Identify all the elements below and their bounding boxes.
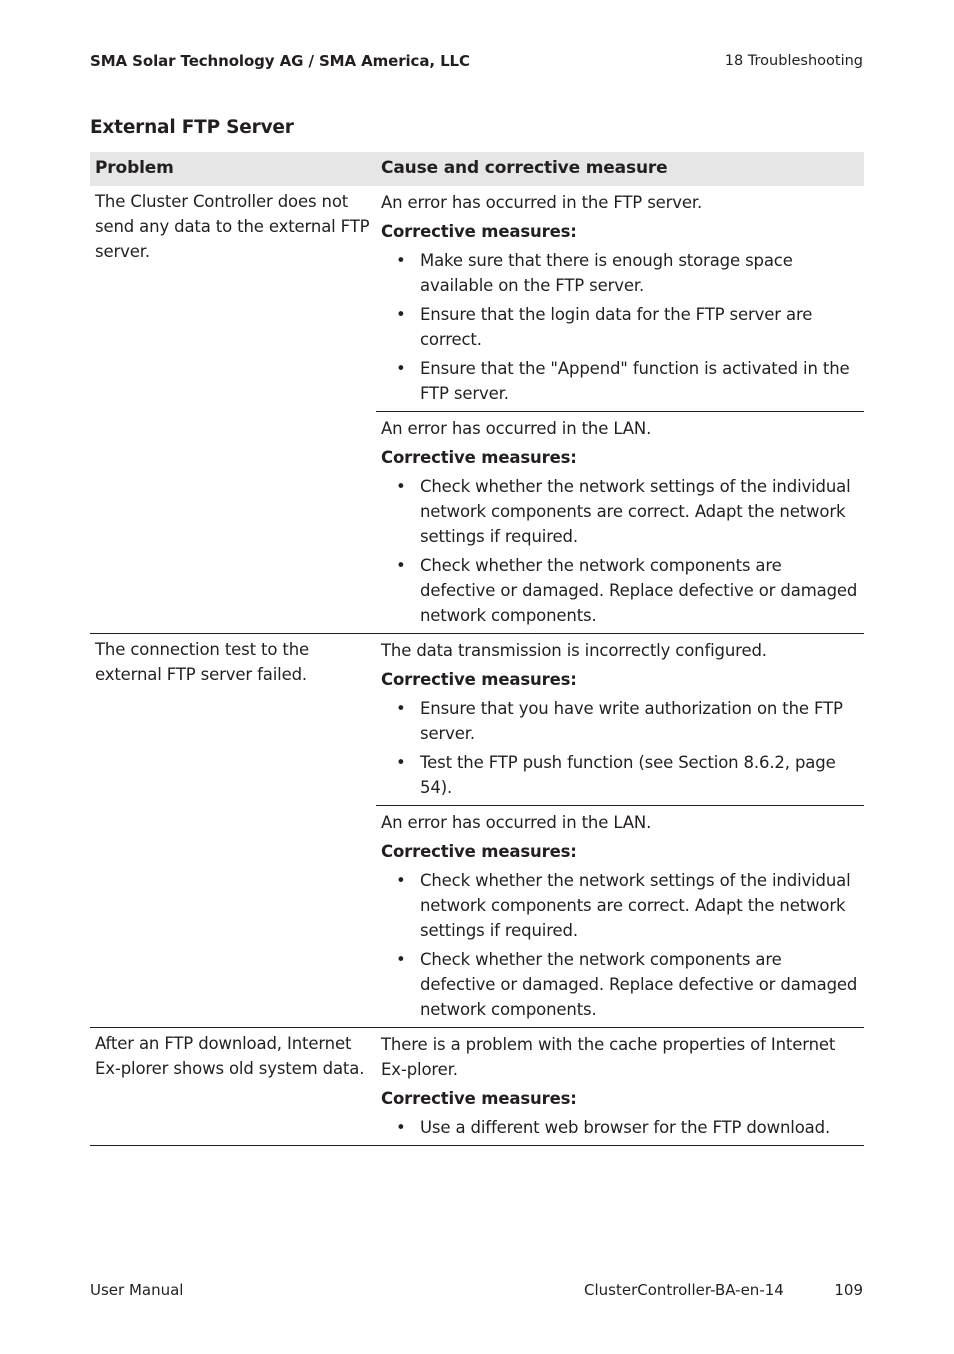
measure-text: Ensure that the "Append" function is activated in the FTP server. [420,359,850,403]
measure-text: Make sure that there is enough storage space available on the FTP server. [420,251,793,295]
cause-cell [376,186,864,411]
corrective-measures-label: Corrective measures: [381,448,577,467]
cause-cell [376,411,864,633]
measure-text: Ensure that the login data for the FTP server are correct. [420,305,813,349]
measure-text: Check whether the network components are defective or damaged. Replace defective or damaged network components. [420,950,858,1019]
cause-cell [376,1028,864,1145]
cause-column [376,1028,864,1145]
page-number: 109 [834,1281,863,1299]
measure-item [381,248,860,298]
measure-item [381,696,860,746]
bullet-icon: • [396,251,406,270]
measures-list [381,248,860,406]
cause-text: The data transmission is incorrectly configured. [381,641,767,660]
measure-item [381,868,860,943]
measure-text: Check whether the network components are defective or damaged. Replace defective or damaged network components. [420,556,858,625]
corrective-measures-label: Corrective measures: [381,842,577,861]
corrective-measures-label: Corrective measures: [381,1089,577,1108]
cause-text: An error has occurred in the LAN. [381,813,652,832]
measures-list [381,696,860,800]
measure-item [381,553,860,628]
bullet-icon: • [396,359,406,378]
measure-item [381,302,860,352]
table-body [90,186,864,1146]
column-header-problem: Problem [95,158,174,178]
problem-cell: After an FTP download, Internet Ex-plorer shows old system data. [95,1034,365,1078]
cause-column [376,186,864,633]
measure-text: Check whether the network settings of the individual network components are correct. Adapt the network settings if required. [420,477,851,546]
bullet-icon: • [396,556,406,575]
problem-cell: The connection test to the external FTP server failed. [95,640,310,684]
bullet-icon: • [396,477,406,496]
bullet-icon: • [396,1118,406,1137]
running-header-chapter: 18 Troubleshooting [724,53,863,69]
table-row [90,186,864,634]
cause-cell [376,634,864,805]
bullet-icon: • [396,871,406,890]
running-header-company: SMA Solar Technology AG / SMA America, LLC [90,52,470,70]
footer-manual-type: User Manual [90,1281,184,1299]
measure-item [381,947,860,1022]
corrective-measures-label: Corrective measures: [381,670,577,689]
measure-text: Ensure that you have write authorization on the FTP server. [420,699,843,743]
measures-list [381,1115,860,1140]
measure-text: Check whether the network settings of the individual network components are correct. Adapt the network settings if required. [420,871,851,940]
table-header [90,152,864,186]
measure-item [381,474,860,549]
troubleshooting-table [90,152,864,1146]
bullet-icon: • [396,699,406,718]
measures-list [381,868,860,1022]
measures-list [381,474,860,628]
cause-cell [376,805,864,1027]
measure-item [381,1115,860,1140]
corrective-measures-label: Corrective measures: [381,222,577,241]
cause-text: An error has occurred in the LAN. [381,419,652,438]
bullet-icon: • [396,950,406,969]
cause-text: There is a problem with the cache properties of Internet Ex-plorer. [381,1035,836,1079]
bullet-icon: • [396,753,406,772]
measure-text: Test the FTP push function (see Section 8.6.2, page 54). [420,753,836,797]
section-title: External FTP Server [90,117,294,138]
cause-text: An error has occurred in the FTP server. [381,193,703,212]
measure-item [381,750,860,800]
table-row [90,1028,864,1146]
bullet-icon: • [396,305,406,324]
cause-column [376,634,864,1027]
measure-item [381,356,860,406]
column-header-cause: Cause and corrective measure [381,158,668,178]
table-row [90,634,864,1028]
measure-text: Use a different web browser for the FTP download. [420,1118,831,1137]
footer-document-id: ClusterController-BA-en-14 [584,1281,784,1299]
problem-cell: The Cluster Controller does not send any data to the external FTP server. [95,192,370,261]
